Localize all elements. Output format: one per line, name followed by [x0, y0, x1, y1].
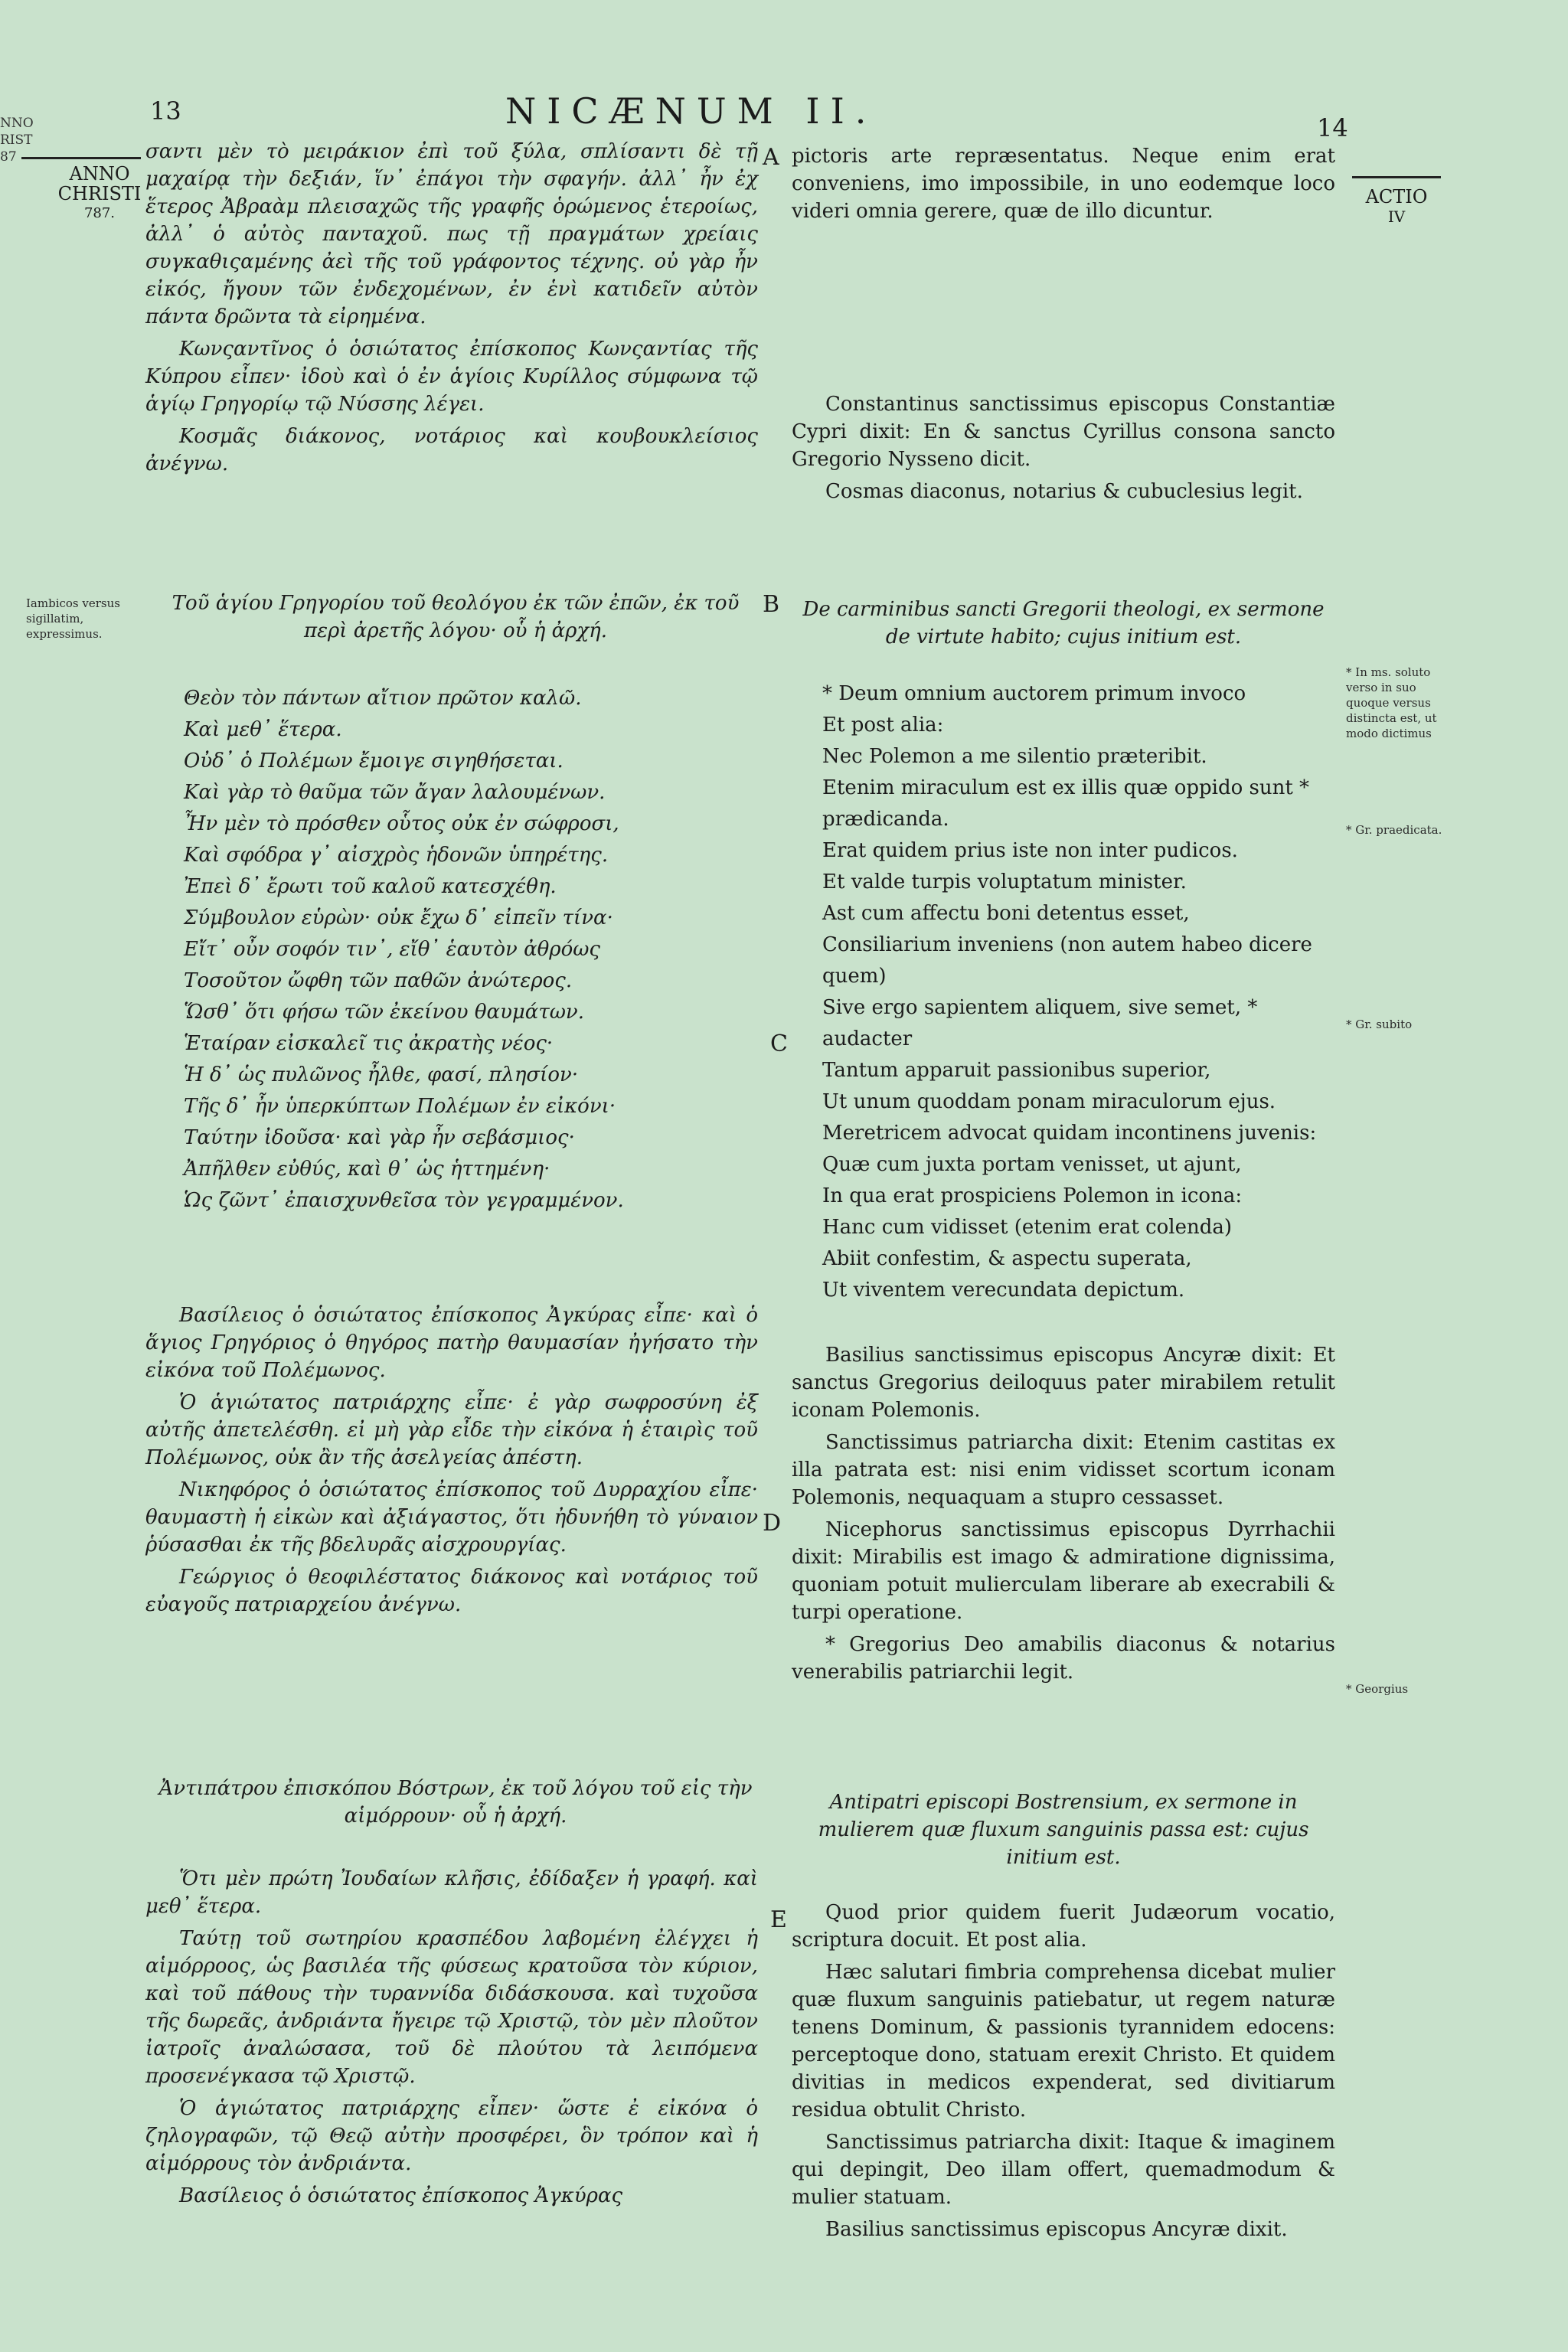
section-marker-a: A	[763, 144, 779, 171]
latin-paragraph: Cosmas diaconus, notarius & cubuclesius legit.	[825, 480, 1303, 503]
verse-line: Quæ cum juxta portam venisset, ut ajunt,	[822, 1153, 1242, 1176]
verse-line: Θεὸν τὸν πάντων αἴτιον πρῶτον καλῶ.	[184, 687, 582, 710]
verse-line: Ast cum affectu boni detentus esset,	[822, 902, 1190, 925]
greek-paragraph: Ταύτῃ τοῦ σωτηρίου κρασπέδου λαβομένη ἐλέγχει ἡ αἱμόρροος, ὡς βασιλέα τῆς φύσεως κρατοῦσα τὸν κύριον, καὶ τοῦ πάθους τὴν τυραννίδα διδάσκουσα. καὶ τυχοῦσα τῆς δωρεᾶς, ἀνδριάντα ἤγειρε τῷ Χριστῷ, τὸν μὲν πλοῦτον ἰατροῖς ἀναλώσασα, τοῦ δὲ πλούτου τὰ λειπόμενα προσενέγκασα τῷ Χριστῷ.	[145, 1927, 758, 2088]
verse-line: Τοσοῦτον ὤφθη τῶν παθῶν ἀνώτερος.	[184, 969, 573, 992]
verse-line: Καὶ γὰρ τὸ θαῦμα τῶν ἄγαν λαλουμένων.	[184, 781, 606, 804]
greek-column-lower	[145, 1302, 758, 1623]
left-edge-line: NNO	[0, 116, 34, 131]
latin-column	[792, 142, 1335, 230]
verse-line: Εἴτ᾽ οὖν σοφόν τιν᾽, εἴθ᾽ ἑαυτὸν ἀθρόως	[184, 938, 600, 961]
verse-line: Erat quidem prius iste non inter pudicos.	[822, 839, 1238, 862]
verse-line: Ὥσθ᾽ ὅτι φήσω τῶν ἐκείνου θαυμάτων.	[184, 1001, 584, 1024]
verse-line: Sive ergo sapientem aliquem, sive semet, * audacter	[822, 996, 1258, 1050]
latin-paragraph: Sanctissimus patriarcha dixit: Etenim castitas ex illa patrata est: nisi enim vidisset scortum iconam Polemonis, nequaquam a stupro cessasset.	[792, 1431, 1335, 1509]
verse-line: Ταύτην ἰδοῦσα· καὶ γὰρ ἦν σεβάσμιος·	[184, 1126, 575, 1149]
verse-line: Καὶ σφόδρα γ᾽ αἰσχρὸς ἡδονῶν ὑπηρέτης.	[184, 844, 609, 867]
verse-line: Consiliarium inveniens (non autem habeo dicere quem)	[822, 933, 1312, 988]
verse-line: Ἦν μὲν τὸ πρόσθεν οὗτος οὐκ ἐν σώφροσι,	[184, 812, 619, 835]
verse-line: Σύμβουλον εὑρὼν· οὐκ ἔχω δ᾽ εἰπεῖν τίνα·	[184, 906, 613, 929]
left-edge-line: 87	[0, 149, 17, 165]
margin-note-georgius: * Georgius	[1346, 1682, 1409, 1696]
verse-line: Ἀπῆλθεν εὐθύς, καὶ θ᾽ ὡς ἡττημένη·	[184, 1158, 550, 1181]
verse-line: Τῆς δ᾽ ἦν ὑπερκύπτων Πολέμων ἐν εἰκόνι·	[184, 1095, 616, 1118]
verse-line: Hanc cum vidisset (etenim erat colenda)	[822, 1216, 1233, 1239]
latin-paragraph: pictoris arte repræsentatus. Neque enim erat conveniens, imo impossibile, in uno eodemque loco videri omnia gerere, quæ de illo dicuntur.	[792, 145, 1335, 223]
verse-line: Ὡς ζῶντ᾽ ἐπαισχυνθεῖσα τὸν γεγραμμένον.	[184, 1189, 624, 1212]
left-edge-fragment	[0, 115, 34, 165]
greek-column	[145, 138, 758, 482]
left-edge-line: RIST	[0, 132, 33, 148]
page-number-right: 14	[1317, 113, 1348, 142]
latin-paragraph: Basilius sanctissimus episcopus Ancyræ dixit.	[825, 2218, 1288, 2241]
latin-column-lower	[792, 1341, 1335, 1690]
header-rule-left	[21, 157, 141, 159]
section-marker-c: C	[770, 1031, 788, 1057]
latin-paragraph: Constantinus sanctissimus episcopus Constantiæ Cypri dixit: En & sanctus Cyrillus consona sancto Gregorio Nysseno dicit.	[792, 393, 1335, 471]
verse-line: Tantum apparuit passionibus superior,	[822, 1059, 1211, 1082]
latin-paragraph: Quod prior quidem fuerit Judæorum vocatio, scriptura docuit. Et post alia.	[792, 1901, 1335, 1952]
verse-line: In qua erat prospiciens Polemon in icona:	[822, 1184, 1243, 1207]
verse-line: * Deum omnium auctorem primum invoco	[822, 682, 1246, 705]
greek-paragraph: Κοσμᾶς διάκονος, νοτάριος καὶ κουβουκλείσιος ἀνέγνω.	[145, 425, 758, 475]
greek-paragraph: Γεώργιος ὁ θεοφιλέστατος διάκονος καὶ νοτάριος τοῦ εὐαγοῦς πατριαρχείου ἀνέγνω.	[145, 1566, 758, 1616]
latin-section-heading: Antipatri episcopi Bostrensium, ex sermone in mulierem quæ fluxum sanguinis passa est: cujus initium est.	[818, 1791, 1309, 1869]
verse-line: Meretricem advocat quidam incontinens juvenis:	[822, 1122, 1317, 1145]
verse-line: Etenim miraculum est ex illis quæ oppido sunt * prædicanda.	[822, 776, 1310, 831]
margin-note-subito: * Gr. subito	[1346, 1018, 1413, 1031]
greek-paragraph: Βασίλειος ὁ ὁσιώτατος ἐπίσκοπος Ἀγκύρας	[179, 2184, 623, 2207]
verse-line: Ut unum quoddam ponam miraculorum ejus.	[822, 1090, 1276, 1113]
margin-note-iambic: Iambicos versus sigillatim, expressimus.	[26, 596, 120, 641]
margin-note-ms: * In ms. soluto verso in suo quoque versus distincta est, ut modo dictimus	[1346, 665, 1437, 740]
verse-line: Ἐπεὶ δ᾽ ἔρωτι τοῦ καλοῦ κατεσχέθη.	[184, 875, 557, 898]
greek-paragraph: Νικηφόρος ὁ ὁσιώτατος ἐπίσκοπος τοῦ Δυρραχίου εἶπε· θαυμαστὴ ἡ εἰκὼν καὶ ἀξιάγαστος, ὅτι ἠδυνήθη τὸ γύναιον ῥύσασθαι ἐκ τῆς βδελυρᾶς αἰσχρουργίας.	[145, 1478, 758, 1557]
greek-section-heading: Τοῦ ἁγίου Γρηγορίου τοῦ θεολόγου ἐκ τῶν ἐπῶν, ἐκ τοῦ περὶ ἀρετῆς λόγου· οὗ ἡ ἀρχή.	[172, 592, 740, 642]
latin-paragraph: Nicephorus sanctissimus episcopus Dyrrhachii dixit: Mirabilis est imago & admiratione dignissima, quoniam potuit mulierculam liberare ab execrabili & turpi operatione.	[792, 1518, 1335, 1624]
latin-verse-block	[822, 678, 1343, 1306]
greek-paragraph: Ὁ ἁγιώτατος πατριάρχης εἶπεν· ὥστε ἐ εἰκόνα ὁ ζηλογραφῶν, τῷ Θεῷ αὐτὴν προσφέρει, ὃν τρόπον καὶ ἡ αἱμόρρους τὸν ἀνδριάντα.	[145, 2097, 758, 2175]
verse-line: Et valde turpis voluptatum minister.	[822, 871, 1187, 893]
margin-note-praedicata: * Gr. praedicata.	[1346, 823, 1442, 837]
latin-column-bottom	[792, 1899, 1335, 2248]
section-marker-e: E	[770, 1906, 787, 1933]
verse-line: Ut viventem verecundata depictum.	[822, 1279, 1185, 1302]
greek-section-heading: Ἀντιπάτρου ἐπισκόπου Βόστρων, ἐκ τοῦ λόγου τοῦ εἰς τὴν αἱμόρρουν· οὗ ἡ ἀρχή.	[158, 1777, 753, 1828]
verse-line: Οὐδ᾽ ὁ Πολέμων ἔμοιγε σιγηθήσεται.	[184, 750, 564, 773]
latin-column-upper	[792, 390, 1335, 510]
verse-line: Ἡ δ᾽ ὡς πυλῶνος ἦλθε, φασί, πλησίον·	[184, 1063, 579, 1086]
greek-paragraph: Κωνςαντῖνος ὁ ὁσιώτατος ἐπίσκοπος Κωνςαντίας τῆς Κύπρου εἶπεν· ἰδοὺ καὶ ὁ ἐν ἁγίοις Κυρίλλος σύμφωνα τῷ ἁγίῳ Γρηγορίῳ τῷ Νύσσης λέγει.	[145, 338, 758, 416]
greek-paragraph: Βασίλειος ὁ ὁσιώτατος ἐπίσκοπος Ἀγκύρας εἶπε· καὶ ὁ ἅγιος Γρηγόριος ὁ θηγόρος πατὴρ θαυμασίαν ἠγήσατο τὴν εἰκόνα τοῦ Πολέμωνος.	[145, 1304, 758, 1382]
greek-column-bottom	[145, 1865, 758, 2214]
latin-section-heading: De carminibus sancti Gregorii theologi, ex sermone de virtute habito; cujus initium est.	[802, 598, 1325, 648]
greek-paragraph: Ὁ ἁγιώτατος πατριάρχης εἶπε· ἐ γὰρ σωφροσύνη ἐξ αὐτῆς ἀπετελέσθη. εἰ μὴ γὰρ εἶδε τὴν εἰκόνα ἡ ἑταιρὶς τοῦ Πολέμωνος, οὐκ ἂν τῆς ἀσελγείας ἀπέστη.	[145, 1391, 758, 1469]
header-rule-right	[1352, 176, 1441, 178]
greek-paragraph: σαντι μὲν τὸ μειράκιον ἐπὶ τοῦ ξύλα, σπλίσαντι δὲ τῇ μαχαίρᾳ τὴν δεξιάν, ἵν᾽ ἐπάγοι τὴν σφαγήν. ἀλλ᾽ ἦν ἐχ ἕτερος Ἀβραὰμ πλεισαχῶς τῆς γραφῆς ὁρώμενος ἑτεροίως, ἀλλ᾽ ὁ αὐτὸς πανταχοῦ. πως τῇ πραγμάτων χρείαις συγκαθιςαμένης ἀεὶ τῆς τοῦ γράφοντος τέχνης. οὐ γὰρ ἦν εἰκός, ἤγουν τῶν ἐνδεχομένων, ἐν ἑνὶ κατιδεῖν αὐτὸν πάντα δρῶντα τὰ εἰρημένα.	[145, 140, 758, 328]
verse-line: Abiit confestim, & aspectu superata,	[822, 1247, 1192, 1270]
latin-paragraph: * Gregorius Deo amabilis diaconus & notarius venerabilis patriarchii legit.	[792, 1633, 1335, 1684]
verse-line: Nec Polemon a me silentio præteribit.	[822, 745, 1207, 768]
verse-line: Ἑταίραν εἰσκαλεῖ τις ἀκρατὴς νέος·	[184, 1032, 554, 1055]
latin-paragraph: Basilius sanctissimus episcopus Ancyræ dixit: Et sanctus Gregorius deiloquus pater mirabilem retulit iconam Polemonis.	[792, 1344, 1335, 1422]
latin-paragraph: Sanctissimus patriarcha dixit: Itaque & imaginem qui depingit, Deo illam offert, quemadmodum & mulier statuam.	[792, 2131, 1335, 2209]
actio-label: ACTIO IV	[1365, 186, 1428, 226]
running-title: NICÆNUM II.	[505, 90, 877, 132]
greek-paragraph: Ὅτι μὲν πρώτη Ἰουδαίων κλῆσις, ἐδίδαξεν ἡ γραφή. καὶ μεθ᾽ ἕτερα.	[145, 1867, 758, 1918]
page-number-left: 13	[150, 96, 181, 126]
anno-christi-label: ANNO CHRISTI 787.	[57, 163, 142, 221]
verse-line: Et post alia:	[822, 714, 944, 737]
verse-line: Καὶ μεθ᾽ ἕτερα.	[184, 718, 342, 741]
latin-paragraph: Hæc salutari fimbria comprehensa dicebat mulier quæ fluxum sanguinis patiebatur, ut regem naturæ tenens Dominum, & passionis tyrannidem edocens: perceptoque dono, statuam erexit Christo. Et quidem divitias in medicos expenderat, sed divitiarum residua obtulit Christo.	[792, 1961, 1335, 2122]
greek-verse-block	[184, 683, 750, 1217]
section-marker-b: B	[763, 591, 780, 618]
section-marker-d: D	[763, 1510, 782, 1537]
